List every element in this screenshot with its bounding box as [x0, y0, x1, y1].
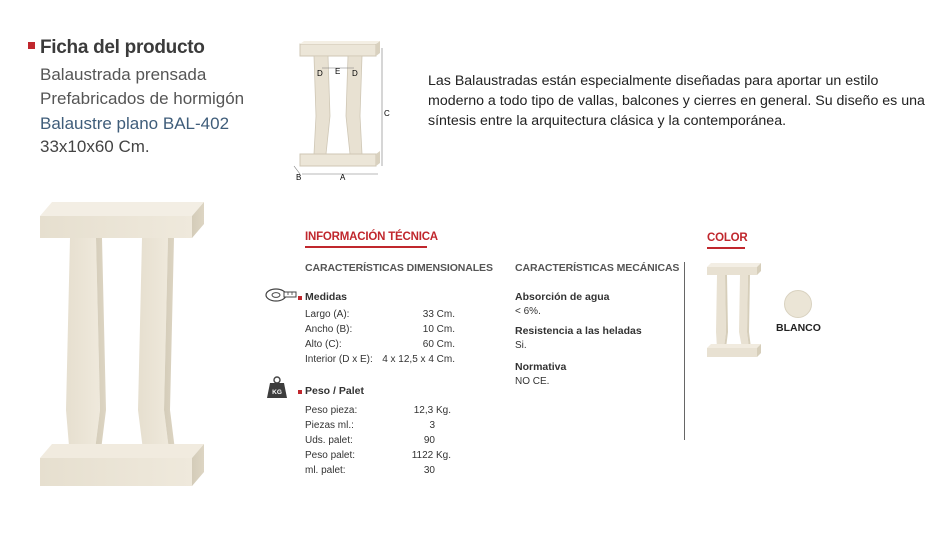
product-model: Balaustre plano BAL-402 — [40, 114, 230, 133]
weight-row — [305, 420, 435, 433]
weight-label: Piezas ml.: — [305, 420, 354, 431]
mech-value: < 6%. — [515, 306, 541, 317]
measure-label: Alto (C): — [305, 339, 342, 350]
weight-value: 12,3 Kg. — [413, 405, 451, 416]
weight-label: Peso pieza: — [305, 405, 358, 416]
weight-row — [305, 405, 451, 418]
dimension-diagram — [292, 38, 392, 183]
weight-row — [305, 450, 451, 463]
measure-value: 4 x 12,5 x 4 Cm. — [382, 354, 455, 365]
dim-label-c: C — [384, 109, 390, 118]
weight-label: ml. palet: — [305, 465, 346, 476]
weight-title: Peso / Palet — [305, 385, 364, 397]
color-swatch[interactable] — [784, 290, 812, 318]
measure-row — [305, 354, 455, 367]
weight-bullet — [298, 390, 302, 394]
intro-paragraph: Las Balaustradas están especialmente diseñadas para aportar un estilo moderno a todo tipo de vallas, balcones y cierres en general. Su diseño es una síntesis entre la arquitectura clásica y la contemporánea. — [428, 73, 925, 129]
header-bullet — [28, 42, 35, 49]
product-size: 33x10x60 Cm. — [40, 137, 150, 156]
product-category: Balaustrada prensada — [40, 65, 207, 84]
weight-value: 90 — [423, 435, 435, 446]
mech-value: NO CE. — [515, 376, 550, 387]
measure-row — [305, 324, 455, 337]
measure-label: Largo (A): — [305, 309, 350, 320]
measure-row — [305, 309, 455, 322]
color-swatch-label: BLANCO — [776, 322, 821, 334]
page-title: Ficha del producto — [40, 37, 205, 58]
measure-label: Interior (D x E): — [305, 354, 373, 365]
measure-label: Ancho (B): — [305, 324, 353, 335]
mech-value: Si. — [515, 340, 527, 351]
mech-label: Normativa — [515, 361, 567, 373]
mech-label: Absorción de agua — [515, 291, 610, 303]
product-image — [34, 200, 204, 500]
dim-label-a: A — [340, 173, 346, 182]
weight-row — [305, 465, 435, 478]
measure-value: 60 Cm. — [422, 339, 455, 350]
product-family: Prefabricados de hormigón — [40, 89, 245, 108]
dim-heading: CARACTERÍSTICAS DIMENSIONALES — [305, 262, 493, 274]
color-heading: COLOR — [707, 232, 748, 244]
measure-value: 33 Cm. — [422, 309, 455, 320]
weight-row — [305, 435, 435, 448]
dim-label-d-left: D — [317, 69, 323, 78]
color-heading-underline — [707, 247, 745, 249]
column-divider — [684, 262, 685, 440]
weight-icon-text: KG — [272, 389, 282, 396]
mech-label: Resistencia a las heladas — [515, 325, 642, 337]
tech-heading-underline — [305, 246, 427, 248]
tape-measure-icon — [264, 286, 300, 304]
weight-value: 30 — [423, 465, 435, 476]
measures-bullet — [298, 296, 302, 300]
weight-label: Peso palet: — [305, 450, 356, 461]
dim-label-b: B — [296, 173, 302, 182]
dim-label-d-right: D — [352, 69, 358, 78]
measure-row — [305, 339, 455, 352]
weight-value: 3 — [429, 420, 435, 431]
dim-label-e: E — [335, 67, 341, 76]
weight-label: Uds. palet: — [305, 435, 353, 446]
weight-value: 1122 Kg. — [411, 450, 451, 461]
mech-heading: CARACTERÍSTICAS MECÁNICAS — [515, 262, 680, 274]
measures-title: Medidas — [305, 291, 348, 303]
weight-icon — [266, 376, 288, 400]
measure-value: 10 Cm. — [422, 324, 455, 335]
tech-heading: INFORMACIÓN TÉCNICA — [305, 231, 438, 243]
color-product-thumbnail — [705, 262, 763, 360]
